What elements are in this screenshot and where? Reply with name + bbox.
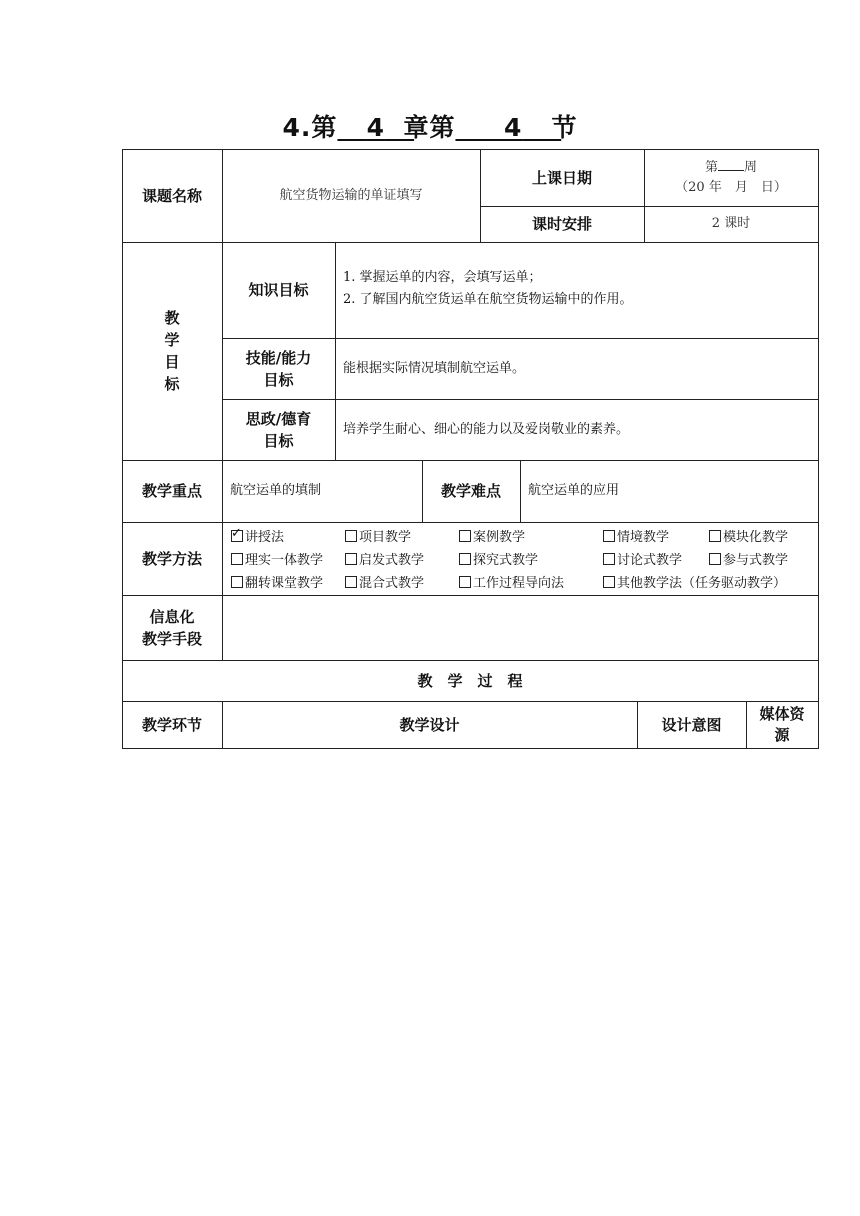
date-week: 第 周 bbox=[704, 159, 758, 175]
checkbox-checked-icon[interactable] bbox=[231, 530, 243, 542]
method-option-label: 项目教学 bbox=[359, 530, 412, 545]
checkbox-icon[interactable] bbox=[231, 576, 243, 588]
key-points-label: 教学重点 bbox=[141, 482, 202, 500]
method-option[interactable] bbox=[603, 549, 682, 568]
title-suffix: 节 bbox=[551, 113, 578, 142]
method-option-label: 混合式教学 bbox=[359, 576, 425, 591]
method-option[interactable] bbox=[345, 572, 424, 591]
checkbox-icon[interactable] bbox=[603, 530, 615, 542]
method-option[interactable] bbox=[709, 526, 788, 545]
method-option[interactable] bbox=[709, 549, 788, 568]
col-intent: 设计意图 bbox=[661, 715, 722, 734]
col-design: 教学设计 bbox=[399, 715, 460, 734]
method-option-label: 讨论式教学 bbox=[617, 553, 683, 568]
method-option-label: 理实一体教学 bbox=[245, 553, 324, 568]
knowledge-items bbox=[343, 268, 813, 310]
method-option[interactable] bbox=[603, 526, 669, 545]
hours-label: 课时安排 bbox=[531, 215, 592, 233]
method-option-label: 探究式教学 bbox=[473, 553, 539, 568]
key-points-value: 航空运单的填制 bbox=[230, 483, 322, 498]
method-option[interactable] bbox=[459, 572, 564, 591]
method-option[interactable] bbox=[603, 572, 786, 591]
checkbox-icon[interactable] bbox=[459, 553, 471, 565]
method-option[interactable] bbox=[459, 526, 525, 545]
method-option-label: 翻转课堂教学 bbox=[245, 576, 324, 591]
title-mid: 章第 bbox=[403, 113, 456, 142]
section-number: 4 bbox=[503, 113, 523, 142]
hours-value: 2 课时 bbox=[711, 216, 751, 231]
method-option[interactable] bbox=[231, 526, 284, 545]
checkbox-icon[interactable] bbox=[603, 576, 615, 588]
method-option-label: 讲授法 bbox=[245, 530, 285, 545]
checkbox-icon[interactable] bbox=[345, 553, 357, 565]
col-stage: 教学环节 bbox=[141, 715, 202, 734]
skill-value: 能根据实际情况填制航空运单。 bbox=[343, 360, 526, 376]
process-title: 教 学 过 程 bbox=[417, 671, 523, 690]
checkbox-icon[interactable] bbox=[709, 530, 721, 542]
method-option-label: 参与式教学 bbox=[723, 553, 789, 568]
title-prefix: 4.第 bbox=[282, 113, 338, 142]
objectives-group-label: 教 学 目 标 bbox=[164, 309, 180, 393]
checkbox-icon[interactable] bbox=[459, 530, 471, 542]
method-option[interactable] bbox=[231, 549, 323, 568]
difficult-points-value: 航空运单的应用 bbox=[528, 483, 620, 498]
method-option-label: 启发式教学 bbox=[359, 553, 425, 568]
checkbox-icon[interactable] bbox=[709, 553, 721, 565]
knowledge-item: 1. 掌握运单的内容，会填写运单； bbox=[343, 270, 542, 285]
methods-label: 教学方法 bbox=[141, 549, 202, 568]
method-option-label: 其他教学法（任务驱动教学） bbox=[617, 576, 787, 591]
ethics-label: 思政/德育 目标 bbox=[245, 409, 312, 450]
checkbox-icon[interactable] bbox=[345, 530, 357, 542]
topic-value: 航空货物运输的单证填写 bbox=[279, 187, 423, 203]
chapter-number: 4 bbox=[366, 113, 385, 142]
topic-label: 课题名称 bbox=[141, 186, 202, 205]
date-line: （20 年 月 日） bbox=[675, 179, 787, 195]
checkbox-icon[interactable] bbox=[345, 576, 357, 588]
checkbox-icon[interactable] bbox=[231, 553, 243, 565]
method-option-label: 模块化教学 bbox=[723, 530, 789, 545]
method-option[interactable] bbox=[345, 526, 411, 545]
page-title bbox=[0, 108, 860, 144]
ethics-value: 培养学生耐心、细心的能力以及爱岗敬业的素养。 bbox=[343, 421, 630, 437]
difficult-points-label: 教学难点 bbox=[440, 482, 501, 500]
method-option-label: 工作过程导向法 bbox=[473, 576, 565, 591]
info-label: 信息化 教学手段 bbox=[141, 607, 202, 648]
date-value bbox=[644, 149, 818, 206]
checkbox-icon[interactable] bbox=[603, 553, 615, 565]
knowledge-item: 2. 了解国内航空货运单在航空货物运输中的作用。 bbox=[343, 292, 633, 307]
method-option[interactable] bbox=[459, 549, 538, 568]
method-option-label: 案例教学 bbox=[473, 530, 526, 545]
method-option-label: 情境教学 bbox=[617, 530, 670, 545]
col-media: 媒体资 源 bbox=[759, 704, 805, 744]
method-option[interactable] bbox=[231, 572, 323, 591]
date-label: 上课日期 bbox=[531, 168, 592, 187]
method-option[interactable] bbox=[345, 549, 424, 568]
knowledge-label: 知识目标 bbox=[248, 281, 309, 299]
checkbox-icon[interactable] bbox=[459, 576, 471, 588]
skill-label: 技能/能力 目标 bbox=[245, 348, 312, 389]
info-value[interactable] bbox=[222, 595, 818, 660]
